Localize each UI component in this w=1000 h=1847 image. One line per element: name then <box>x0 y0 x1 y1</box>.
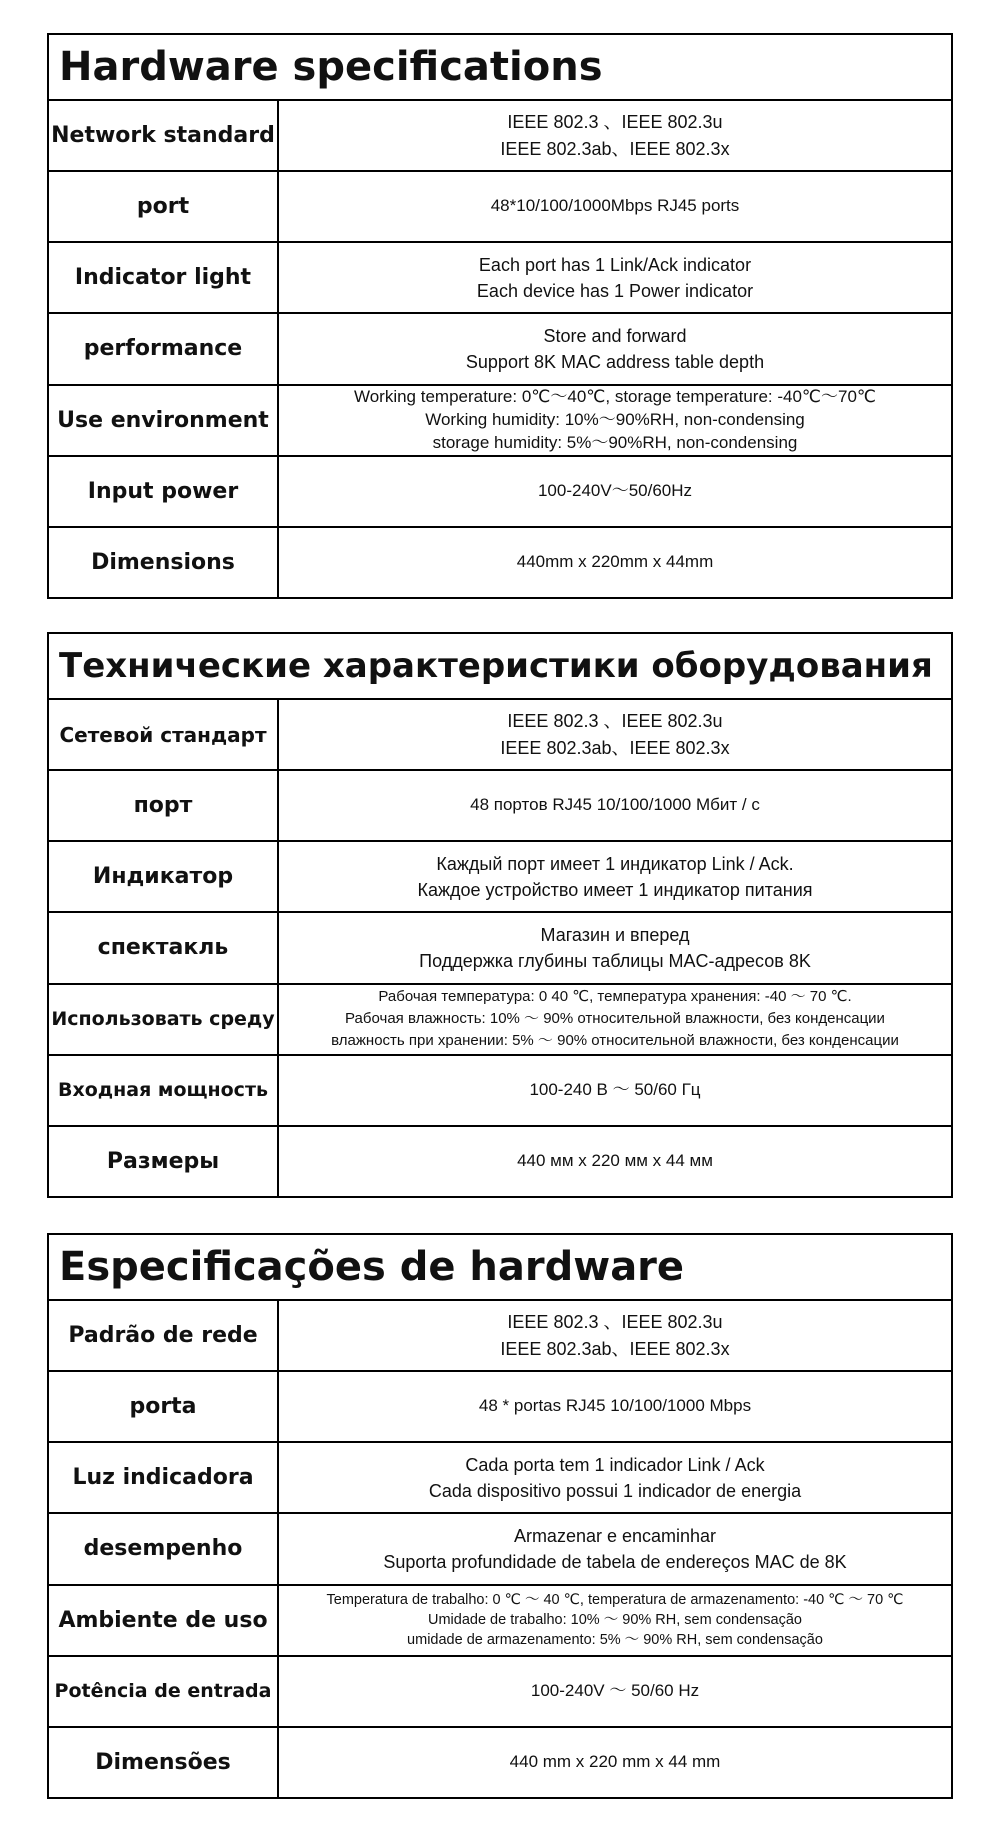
row-value <box>279 1657 951 1726</box>
value-line: Each device has 1 Power indicator <box>476 280 754 301</box>
value-line: 440 мм x 220 мм x 44 мм <box>517 1151 713 1171</box>
row-label: porta <box>49 1372 279 1441</box>
spec-table-english <box>47 33 953 599</box>
value-line: IEEE 802.3 、IEEE 802.3u <box>507 711 723 732</box>
table-row <box>49 528 951 598</box>
row-value <box>279 172 951 241</box>
value-line: storage humidity: 5%～90%RH, non-condensing <box>432 432 798 452</box>
value-line: Armazenar e encaminhar <box>513 1525 717 1546</box>
value-line: Поддержка глубины таблицы MAC-адресов 8K <box>419 950 811 971</box>
row-label: desempenho <box>49 1514 279 1583</box>
row-value <box>279 1301 951 1370</box>
row-value <box>279 457 951 526</box>
row-value <box>279 1586 951 1655</box>
value-line: Support 8K MAC address table depth <box>465 351 765 372</box>
table-row <box>49 1586 951 1657</box>
row-value <box>279 314 951 383</box>
row-value <box>279 700 951 769</box>
row-label: Индикатор <box>49 842 279 911</box>
value-line: IEEE 802.3ab、IEEE 802.3x <box>500 1338 730 1359</box>
row-value <box>279 528 951 598</box>
value-line: Suporta profundidade de tabela de endereços MAC de 8K <box>383 1551 847 1572</box>
value-line: 48*10/100/1000Mbps RJ45 ports <box>490 196 740 216</box>
value-line: IEEE 802.3 、IEEE 802.3u <box>507 1312 723 1333</box>
row-value <box>279 1728 951 1798</box>
table-row <box>49 771 951 842</box>
row-value <box>279 101 951 170</box>
value-line: Each port has 1 Link/Ack indicator <box>478 254 752 275</box>
spec-table-russian <box>47 632 953 1198</box>
table-row <box>49 700 951 771</box>
value-line: 48 портов RJ45 10/100/1000 Мбит / с <box>470 795 760 815</box>
table-row <box>49 1056 951 1127</box>
row-label: Padrão de rede <box>49 1301 279 1370</box>
spec-table-portuguese <box>47 1233 953 1799</box>
row-label: Сетевой стандарт <box>49 700 279 769</box>
row-value <box>279 1127 951 1197</box>
row-label: Input power <box>49 457 279 526</box>
table-title: Especificações de hardware <box>49 1235 951 1301</box>
value-line: IEEE 802.3 、IEEE 802.3u <box>507 112 723 133</box>
value-line: Cada porta tem 1 indicador Link / Ack <box>465 1454 765 1475</box>
table-row <box>49 1372 951 1443</box>
value-line: 440 mm x 220 mm x 44 mm <box>509 1752 721 1772</box>
row-value <box>279 1056 951 1125</box>
row-value <box>279 842 951 911</box>
value-line: Working humidity: 10%～90%RH, non-condensing <box>425 409 805 429</box>
row-label: спектакль <box>49 913 279 982</box>
row-label: Luz indicadora <box>49 1443 279 1512</box>
value-line: Каждое устройство имеет 1 индикатор питания <box>417 879 813 900</box>
value-line: Store and forward <box>543 325 687 346</box>
row-value <box>279 913 951 982</box>
table-row <box>49 172 951 243</box>
row-value <box>279 985 951 1054</box>
table-row <box>49 1514 951 1585</box>
row-value <box>279 243 951 312</box>
row-label: Ambiente de uso <box>49 1586 279 1655</box>
value-line: Рабочая влажность: 10% ～ 90% относительной влажности, без конденсации <box>345 1010 885 1028</box>
value-line: Магазин и вперед <box>540 924 690 945</box>
value-line: Cada dispositivo possui 1 indicador de energia <box>428 1480 802 1501</box>
value-line: IEEE 802.3ab、IEEE 802.3x <box>500 138 730 159</box>
row-value <box>279 771 951 840</box>
row-label: Potência de entrada <box>49 1657 279 1726</box>
row-value <box>279 1372 951 1441</box>
row-label: performance <box>49 314 279 383</box>
value-line: IEEE 802.3ab、IEEE 802.3x <box>500 737 730 758</box>
table-title: Технические характеристики оборудования <box>49 634 951 700</box>
table-row <box>49 101 951 172</box>
value-line: Каждый порт имеет 1 индикатор Link / Ack. <box>436 853 794 874</box>
row-label: Размеры <box>49 1127 279 1197</box>
row-label: Network standard <box>49 101 279 170</box>
row-value <box>279 1443 951 1512</box>
row-value <box>279 1514 951 1583</box>
value-line: Working temperature: 0℃～40℃, storage temperature: -40℃～70℃ <box>353 386 877 406</box>
value-line: Umidade de trabalho: 10% ～ 90% RH, sem condensação <box>428 1612 802 1629</box>
value-line: 100-240V ～ 50/60 Hz <box>530 1680 700 1700</box>
row-label: порт <box>49 771 279 840</box>
row-value <box>279 386 951 455</box>
table-row <box>49 1657 951 1728</box>
table-row <box>49 985 951 1056</box>
row-label: Dimensions <box>49 528 279 598</box>
row-label: Use environment <box>49 386 279 455</box>
table-row <box>49 1301 951 1372</box>
table-row <box>49 243 951 314</box>
row-label: Dimensões <box>49 1728 279 1798</box>
table-row <box>49 1443 951 1514</box>
table-row <box>49 1127 951 1197</box>
value-line: 440mm x 220mm x 44mm <box>516 552 714 572</box>
value-line: Рабочая температура: 0 40 ℃, температура хранения: -40 ～ 70 ℃. <box>378 988 852 1006</box>
table-row <box>49 913 951 984</box>
table-row <box>49 842 951 913</box>
table-row <box>49 1728 951 1798</box>
table-row <box>49 314 951 385</box>
value-line: Temperatura de trabalho: 0 ℃ ～ 40 ℃, temperatura de armazenamento: -40 ℃ ～ 70 ℃ <box>326 1592 904 1609</box>
row-label: port <box>49 172 279 241</box>
row-label: Использовать среду <box>49 985 279 1054</box>
value-line: 100-240V～50/60Hz <box>537 480 693 500</box>
row-label: Входная мощность <box>49 1056 279 1125</box>
value-line: влажность при хранении: 5% ～ 90% относительной влажности, без конденсации <box>331 1031 899 1049</box>
value-line: 100-240 В ～ 50/60 Гц <box>529 1079 701 1099</box>
table-row <box>49 386 951 457</box>
value-line: umidade de armazenamento: 5% ～ 90% RH, sem condensação <box>407 1632 823 1649</box>
row-label: Indicator light <box>49 243 279 312</box>
table-row <box>49 457 951 528</box>
table-title: Hardware specifications <box>49 35 951 101</box>
value-line: 48 * portas RJ45 10/100/1000 Mbps <box>478 1396 752 1416</box>
